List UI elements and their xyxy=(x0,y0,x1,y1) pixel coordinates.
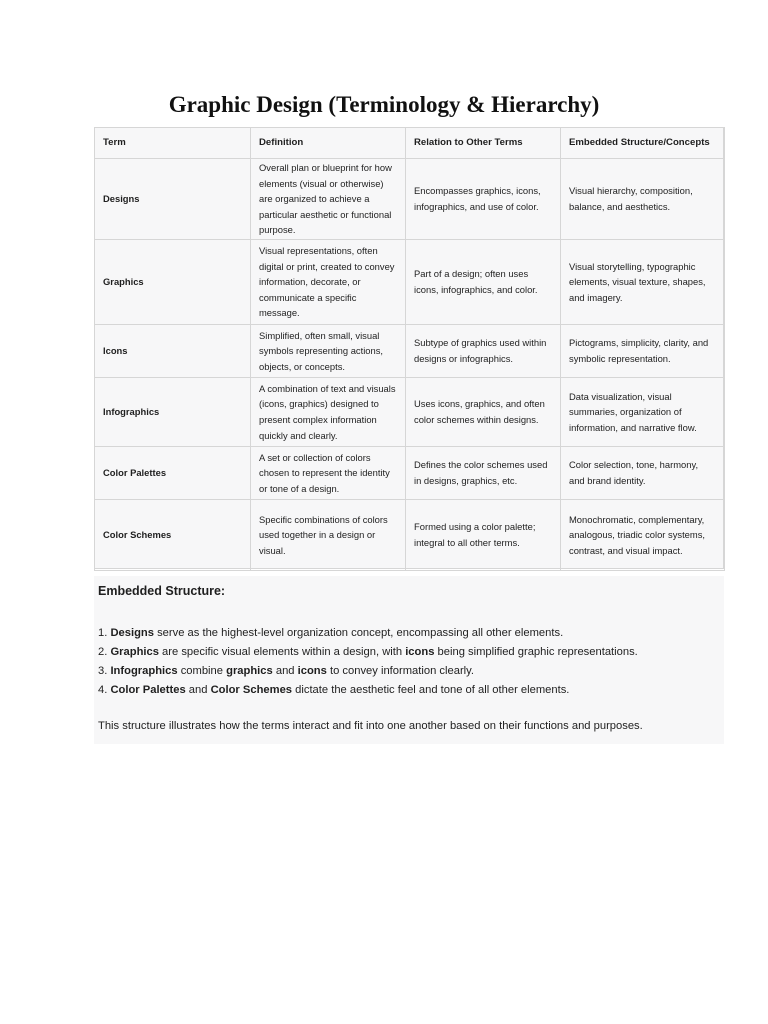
relation-cell: Encompasses graphics, icons, infographics, and use of color. xyxy=(406,159,561,240)
list-text: serve as the highest-level organization concept, encompassing all other elements. xyxy=(153,627,564,639)
term-cell: Infographics xyxy=(95,378,251,447)
structure-cell: Color selection, tone, harmony, and brand identity. xyxy=(561,447,725,500)
embedded-structure-section xyxy=(94,576,724,744)
list-item xyxy=(98,643,638,662)
list-text: and xyxy=(185,684,211,696)
bold-term: icons xyxy=(297,665,327,677)
definition-cell: A combination of text and visuals (icons, graphics) designed to present complex information quickly and clearly. xyxy=(251,378,406,447)
table-row xyxy=(95,378,725,447)
page-title: Graphic Design (Terminology & Hierarchy) xyxy=(168,92,600,117)
table-row xyxy=(95,159,725,240)
term-cell: Graphics xyxy=(95,240,251,325)
bold-term: Color Schemes xyxy=(210,684,293,696)
list-text: and xyxy=(272,665,298,677)
embedded-structure-heading: Embedded Structure: xyxy=(98,584,226,598)
embedded-structure-list xyxy=(98,624,638,700)
list-number: 2. xyxy=(98,646,108,658)
relation-cell: Formed using a color palette; integral to all other terms. xyxy=(406,500,561,571)
list-item xyxy=(98,662,638,681)
definition-cell: Simplified, often small, visual symbols representing actions, objects, or concepts. xyxy=(251,325,406,378)
relation-cell: Defines the color schemes used in designs, graphics, etc. xyxy=(406,447,561,500)
table-row xyxy=(95,447,725,500)
structure-cell: Visual hierarchy, composition, balance, and aesthetics. xyxy=(561,159,725,240)
header-definition: Definition xyxy=(251,128,406,159)
list-text: combine xyxy=(177,665,227,677)
definition-cell: Overall plan or blueprint for how elements (visual or otherwise) are organized to achieve a particular aesthetic or functional purpose. xyxy=(251,159,406,240)
table-row xyxy=(95,500,725,571)
relation-cell: Part of a design; often uses icons, infographics, and color. xyxy=(406,240,561,325)
relation-cell: Uses icons, graphics, and often color schemes within designs. xyxy=(406,378,561,447)
table-row xyxy=(95,325,725,378)
list-number: 3. xyxy=(98,665,108,677)
term-cell: Designs xyxy=(95,159,251,240)
list-number: 1. xyxy=(98,627,108,639)
terminology-table-container xyxy=(94,127,724,569)
structure-cell: Data visualization, visual summaries, organization of information, and narrative flow. xyxy=(561,378,725,447)
list-text: dictate the aesthetic feel and tone of all other elements. xyxy=(292,684,570,696)
term-cell: Color Palettes xyxy=(95,447,251,500)
list-item xyxy=(98,681,638,700)
bold-term: Graphics xyxy=(110,646,159,658)
bold-term: graphics xyxy=(226,665,273,677)
list-number: 4. xyxy=(98,684,108,696)
bold-term: Infographics xyxy=(110,665,178,677)
structure-cell: Pictograms, simplicity, clarity, and symbolic representation. xyxy=(561,325,725,378)
bold-term: icons xyxy=(405,646,435,658)
list-text: being simplified graphic representations. xyxy=(434,646,638,658)
definition-cell: Specific combinations of colors used together in a design or visual. xyxy=(251,500,406,571)
list-text: to convey information clearly. xyxy=(326,665,475,677)
table-row xyxy=(95,240,725,325)
closing-paragraph: This structure illustrates how the terms interact and fit into one another based on their functions and purposes. xyxy=(98,720,643,732)
structure-cell: Monochromatic, complementary, analogous, triadic color systems, contrast, and visual impact. xyxy=(561,500,725,571)
list-item xyxy=(98,624,638,643)
table-header-row xyxy=(95,128,725,159)
definition-cell: A set or collection of colors chosen to represent the identity or tone of a design. xyxy=(251,447,406,500)
header-term: Term xyxy=(95,128,251,159)
definition-cell: Visual representations, often digital or print, created to convey information, decorate, or communicate a specific message. xyxy=(251,240,406,325)
terminology-table xyxy=(94,127,725,571)
list-text: are specific visual elements within a design, with xyxy=(158,646,406,658)
header-relation: Relation to Other Terms xyxy=(406,128,561,159)
term-cell: Color Schemes xyxy=(95,500,251,571)
structure-cell: Visual storytelling, typographic elements, visual texture, shapes, and imagery. xyxy=(561,240,725,325)
header-structure: Embedded Structure/Concepts xyxy=(561,128,725,159)
term-cell: Icons xyxy=(95,325,251,378)
relation-cell: Subtype of graphics used within designs or infographics. xyxy=(406,325,561,378)
bold-term: Color Palettes xyxy=(110,684,186,696)
bold-term: Designs xyxy=(110,627,154,639)
